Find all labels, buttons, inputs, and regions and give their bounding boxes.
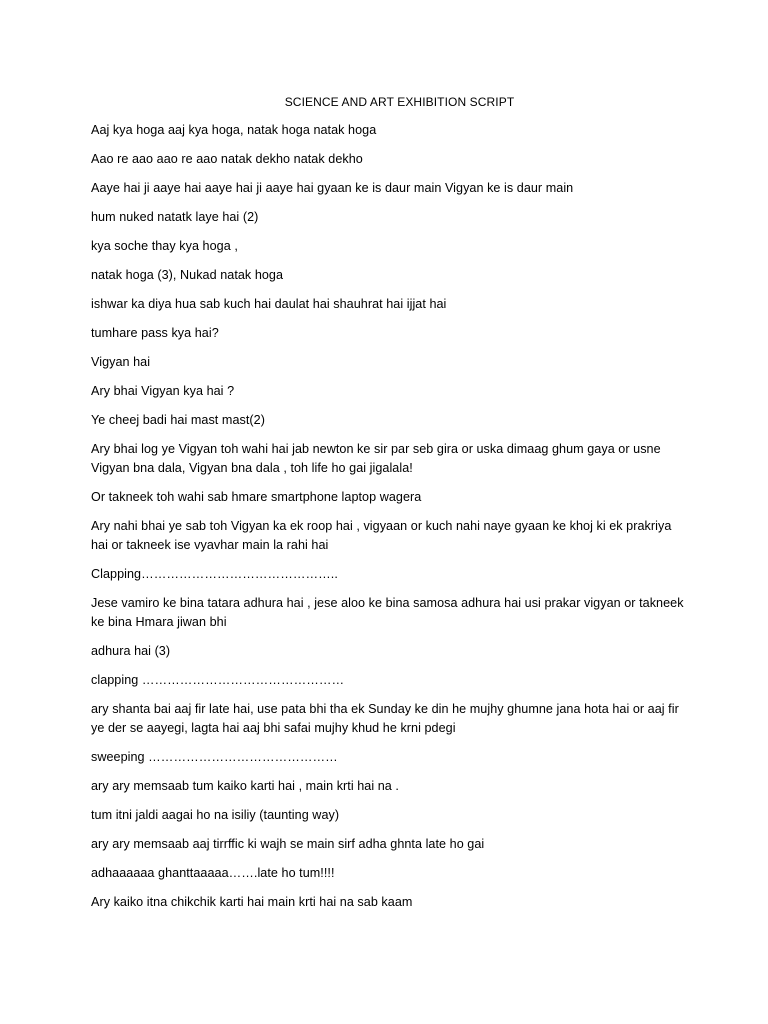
- script-line: Aaj kya hoga aaj kya hoga, natak hoga natak hoga: [91, 123, 377, 137]
- script-line: Aaye hai ji aaye hai aaye hai ji aaye hai gyaan ke is daur main Vigyan ke is daur main: [91, 181, 574, 195]
- script-line: Ary bhai log ye Vigyan toh wahi hai jab newton ke sir par seb gira or uska dimaag ghum gaya or usne Vigyan bna dala, Vigyan bna dala , toh life ho gai jigalala!: [91, 442, 661, 475]
- script-line: ary ary memsaab tum kaiko karti hai , main krti hai na .: [91, 779, 399, 793]
- script-line: Ary kaiko itna chikchik karti hai main krti hai na sab kaam: [91, 895, 413, 909]
- script-line: hum nuked natatk laye hai (2): [91, 210, 259, 224]
- script-line: Jese vamiro ke bina tatara adhura hai , jese aloo ke bina samosa adhura hai usi prakar vigyan or takneek ke bina Hmara jiwan bhi: [91, 596, 684, 629]
- script-line: kya soche thay kya hoga ,: [91, 239, 238, 253]
- script-line: ishwar ka diya hua sab kuch hai daulat hai shauhrat hai ijjat hai: [91, 297, 447, 311]
- script-line: Ary bhai Vigyan kya hai ?: [91, 384, 235, 398]
- script-line: Ary nahi bhai ye sab toh Vigyan ka ek roop hai , vigyaan or kuch nahi naye gyaan ke khoj ki ek prakriya hai or takneek ise vyavhar main la rahi hai: [91, 519, 672, 552]
- document-title: SCIENCE AND ART EXHIBITION SCRIPT: [284, 95, 515, 109]
- script-line: adhaaaaaa ghanttaaaaa…….late ho tum!!!!: [91, 866, 335, 880]
- script-line: ary ary memsaab aaj tirrffic ki wajh se main sirf adha ghnta late ho gai: [91, 837, 485, 851]
- script-line: ary shanta bai aaj fir late hai, use pata bhi tha ek Sunday ke din he mujhy ghumne jana hota hai or aaj fir ye der se aayegi, lagta hai aaj bhi safai mujhy khud he krni pdegi: [91, 702, 679, 735]
- script-line: sweeping ………………………………………: [91, 750, 338, 764]
- script-line: adhura hai (3): [91, 644, 171, 658]
- script-line: Ye cheej badi hai mast mast(2): [91, 413, 265, 427]
- script-line: Clapping………………………………………..: [91, 567, 338, 581]
- script-line: Aao re aao aao re aao natak dekho natak dekho: [91, 152, 363, 166]
- script-line: Or takneek toh wahi sab hmare smartphone laptop wagera: [91, 490, 422, 504]
- script-line: clapping …………………………………………: [91, 673, 345, 687]
- script-line: Vigyan hai: [91, 355, 151, 369]
- script-line: tum itni jaldi aagai ho na isiliy (taunting way): [91, 808, 340, 822]
- script-line: tumhare pass kya hai?: [91, 326, 219, 340]
- script-line: natak hoga (3), Nukad natak hoga: [91, 268, 284, 282]
